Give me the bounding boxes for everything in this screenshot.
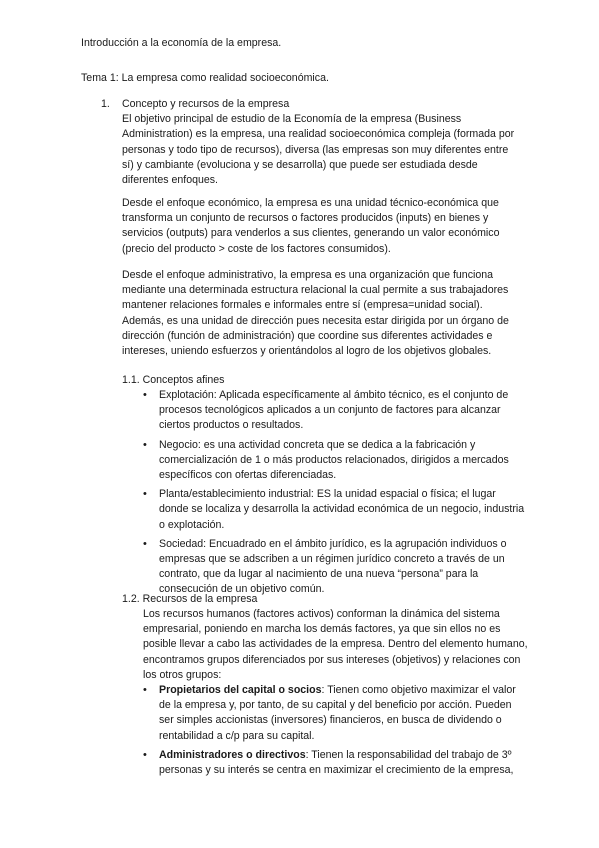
tema-heading: Tema 1: La empresa como realidad socioeconómica.	[81, 72, 329, 84]
list-item: • Explotación: Aplicada específicamente al ámbito técnico, es el conjunto de procesos tecnológicos aplicados a un conjunto de factores para alcanzar ciertos productos o resultados.	[143, 389, 509, 432]
section-title: Concepto y recursos de la empresa	[122, 98, 290, 110]
bullet-icon: •	[143, 684, 147, 696]
list-item: • Propietarios del capital o socios: Tienen como objetivo maximizar el valor de la empresa y, por tanto, de su capital y del beneficio por acción. Pueden ser simples accionistas (inversores) financieros, en busca de dividendo o rentabilidad a c/p para su capital.	[143, 684, 516, 742]
subsection-1-1-title: 1.1. Conceptos afines	[122, 374, 225, 386]
bullet-icon: •	[143, 537, 147, 550]
bullet-icon: •	[143, 389, 147, 401]
bullet-icon: •	[143, 438, 147, 451]
recursos-paragraph: Los recursos humanos (factores activos) conforman la dinámica del sistema empresarial, poniendo en marcha los demás factores, ya que sin ellos no es posible llevar a cabo las actividades de la empresa. Dentro del elemento humano, encontramos grupos diferenciados por sus intereses (objetivos) y relaciones con los otros grupos:	[143, 608, 528, 681]
subsection-1-2-title: 1.2. Recursos de la empresa	[122, 593, 258, 605]
bullet-icon: •	[143, 748, 147, 761]
conceptos-list	[143, 388, 528, 602]
section-number: 1.	[101, 98, 110, 110]
list-item: • Negocio: es una actividad concreta que se dedica a la fabricación y comercialización de 1 o más productos relacionados, dirigidos a mercados específicos con ofertas diferenciadas.	[143, 438, 509, 482]
recursos-paragraph-block	[143, 607, 528, 683]
document-title: Introducción a la economía de la empresa.	[81, 37, 282, 49]
paragraph-3: Desde el enfoque administrativo, la empresa es una organización que funciona mediante una determinada estructura relacional la cual permite a sus trabajadores mantener relaciones formales e informales entre sí (empresa=unidad social). Además, es una unidad de dirección pues necesita estar dirigida por un órgano de dirección (función de administración) que coordine sus diferentes actividades e intereses, uniendo esfuerzos y orientándolos al logro de los objetivos globales.	[122, 269, 509, 358]
list-item: • Administradores o directivos: Tienen la responsabilidad del trabajo de 3º personas y su interés se centra en maximizar el crecimiento de la empresa,	[143, 748, 514, 777]
grupos-list	[143, 683, 528, 782]
paragraph-1: El objetivo principal de estudio de la Economía de la empresa (Business Administration) es la empresa, una realidad socioeconómica compleja (formada por personas y todo tipo de recursos), diversa (las empresas son muy diferentes entre sí) y cambiante (evoluciona y se desarrolla) que puede ser estudiada desde diferentes enfoques.	[122, 113, 515, 187]
list-item: • Sociedad: Encuadrado en el ámbito jurídico, es la agrupación individuos o empresas que se adscriben a un régimen jurídico concreto a través de un contrato, que da lugar al nacimiento de una nueva “persona” para la consecución de un objetivo común.	[143, 537, 507, 596]
paragraph-3-block	[122, 268, 522, 359]
list-item: • Planta/establecimiento industrial: ES la unidad espacial o física; el lugar donde se localiza y desarrolla la actividad económica de un negocio, industria o explotación.	[143, 488, 525, 531]
paragraph-2-block	[122, 196, 522, 257]
bullet-icon: •	[143, 488, 147, 501]
section-1	[122, 97, 522, 188]
paragraph-2: Desde el enfoque económico, la empresa es una unidad técnico-económica que transforma un conjunto de recursos o factores producidos (inputs) en bienes y servicios (outputs) para venderlos a sus clientes, generando un valor económico (precio del producto > coste de los factores consumidos).	[122, 197, 500, 255]
